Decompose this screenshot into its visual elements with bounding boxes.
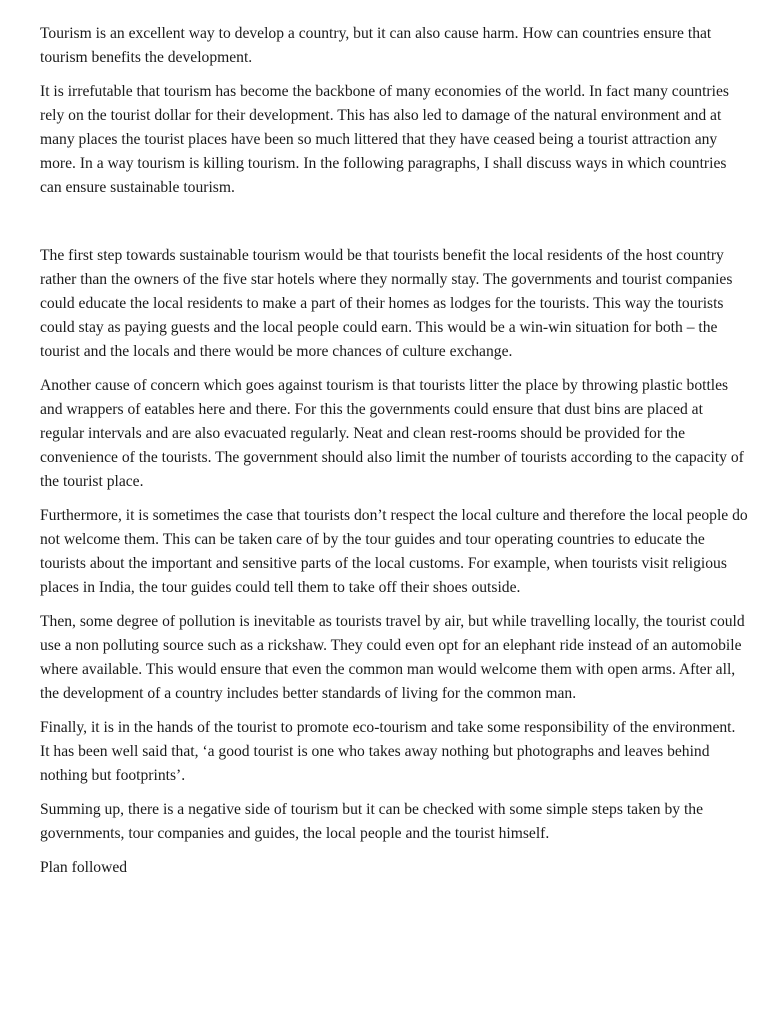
paragraph-spacer: [40, 210, 748, 244]
body-paragraph-eco-tourism: Finally, it is in the hands of the tourist to promote eco-tourism and take some responsibility of the environment. It has been well said that, ‘a good tourist is one who takes away nothing but photographs and leaves behind nothing but footprints’.: [40, 719, 736, 784]
body-paragraph-culture: Furthermore, it is sometimes the case that tourists don’t respect the local culture and therefore the local people do not welcome them. This can be taken care of by the tour guides and tour operating countries to educate the tourists about the important and sensitive parts of the local customs. For example, when tourists visit religious places in India, the tour guides could tell them to take off their shoes outside.: [40, 507, 748, 596]
intro-paragraph: It is irrefutable that tourism has become the backbone of many economies of the world. In fact many countries rely on the tourist dollar for their development. This has also led to damage of the natural environment and at many places the tourist places have been so much littered that they have ceased being a tourist attraction any more. In a way tourism is killing tourism. In the following paragraphs, I shall discuss ways in which countries can ensure sustainable tourism.: [40, 83, 729, 196]
body-paragraph-litter: Another cause of concern which goes against tourism is that tourists litter the place by throwing plastic bottles and wrappers of eatables here and there. For this the governments could ensure that dust bins are placed at regular intervals and are also evacuated regularly. Neat and clean rest-rooms should be provided for the convenience of the tourists. The government should also limit the number of tourists according to the capacity of the tourist place.: [40, 377, 744, 490]
essay-question: Tourism is an excellent way to develop a country, but it can also cause harm. How can countries ensure that tourism benefits the development.: [40, 25, 712, 66]
document-page: [40, 22, 748, 890]
conclusion-paragraph: Summing up, there is a negative side of tourism but it can be checked with some simple steps taken by the governments, tour companies and guides, the local people and the tourist himself.: [40, 801, 704, 842]
body-paragraph-local-residents: The first step towards sustainable tourism would be that tourists benefit the local residents of the host country rather than the owners of the five star hotels where they normally stay. The governments and tourist companies could educate the local residents to make a part of their homes as lodges for the tourists. This way the tourists could stay as paying guests and the local people could earn. This would be a win-win situation for both – the tourist and the locals and there would be more chances of culture exchange.: [40, 247, 733, 360]
body-paragraph-pollution: Then, some degree of pollution is inevitable as tourists travel by air, but while travelling locally, the tourist could use a non polluting source such as a rickshaw. They could even opt for an elephant ride instead of an automobile where available. This would ensure that even the common man would welcome them with open arms. After all, the development of a country includes better standards of living for the common man.: [40, 613, 745, 702]
plan-followed-label: Plan followed: [40, 859, 128, 876]
